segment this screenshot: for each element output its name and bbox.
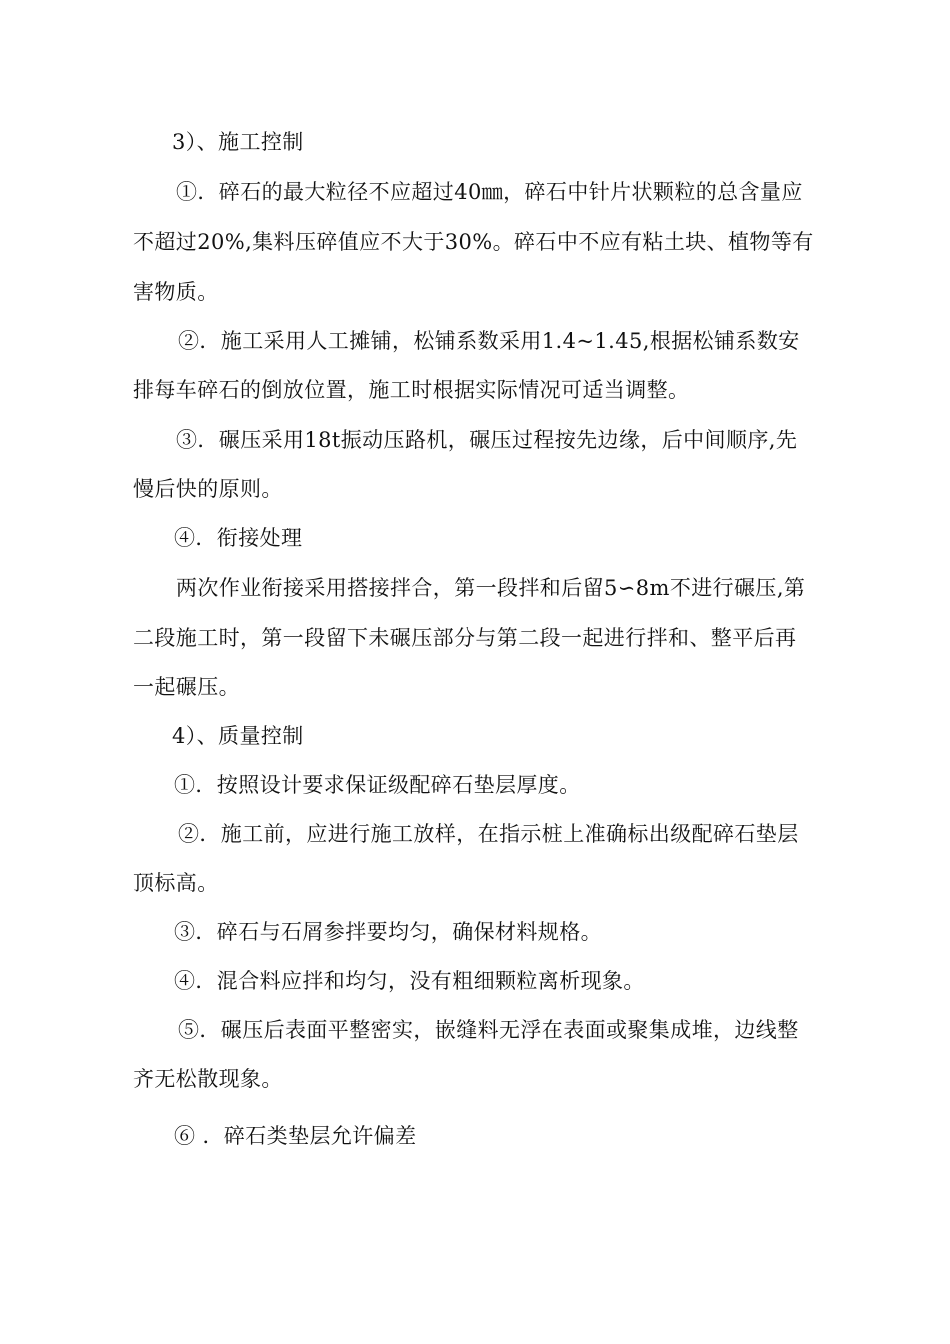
paragraph-line: 害物质。 xyxy=(133,280,219,304)
paragraph-line: ③．碎石与石屑参拌要均匀，确保材料规格。 xyxy=(174,920,602,944)
paragraph-line: 排每车碎石的倒放位置，施工时根据实际情况可适当调整。 xyxy=(133,378,690,402)
section-heading-quality-control: 4）、质量控制 xyxy=(172,724,304,748)
paragraph-line: ②．施工前，应进行施工放样，在指示桩上准确标出级配碎石垫层 xyxy=(178,822,799,846)
paragraph-line: ④．混合料应拌和均匀，没有粗细颗粒离析现象。 xyxy=(174,969,645,993)
paragraph-line: ①．按照设计要求保证级配碎石垫层厚度。 xyxy=(174,773,581,797)
paragraph-line: ③．碾压采用18t振动压路机，碾压过程按先边缘，后中间顺序,先 xyxy=(176,428,798,452)
section-heading-construction-control: 3）、施工控制 xyxy=(172,130,304,154)
paragraph-line: 慢后快的原则。 xyxy=(133,477,283,501)
paragraph-line: 一起碾压。 xyxy=(133,675,240,699)
paragraph-line: 齐无松散现象。 xyxy=(133,1067,283,1091)
paragraph-line: 两次作业衔接采用搭接拌合，第一段拌和后留5∽8m不进行碾压,第 xyxy=(176,576,806,600)
paragraph-line: 二段施工时，第一段留下未碾压部分与第二段一起进行拌和、整平后再 xyxy=(133,626,797,650)
paragraph-line: ⑤．碾压后表面平整密实，嵌缝料无浮在表面或聚集成堆，边线整 xyxy=(178,1018,799,1042)
paragraph-line: 不超过20%,集料压碎值应不大于30%。碎石中不应有粘土块、植物等有 xyxy=(133,230,814,254)
subheading-connection-treatment: ④．衔接处理 xyxy=(174,526,303,550)
subheading-allowable-deviation: ⑥ ．碎石类垫层允许偏差 xyxy=(174,1124,417,1148)
paragraph-line: 顶标高。 xyxy=(133,871,219,895)
paragraph-line: ②．施工采用人工摊铺，松铺系数采用1.4~1.45,根据松铺系数安 xyxy=(178,329,800,353)
paragraph-line: ①．碎石的最大粒径不应超过40㎜，碎石中针片状颗粒的总含量应 xyxy=(176,180,803,204)
